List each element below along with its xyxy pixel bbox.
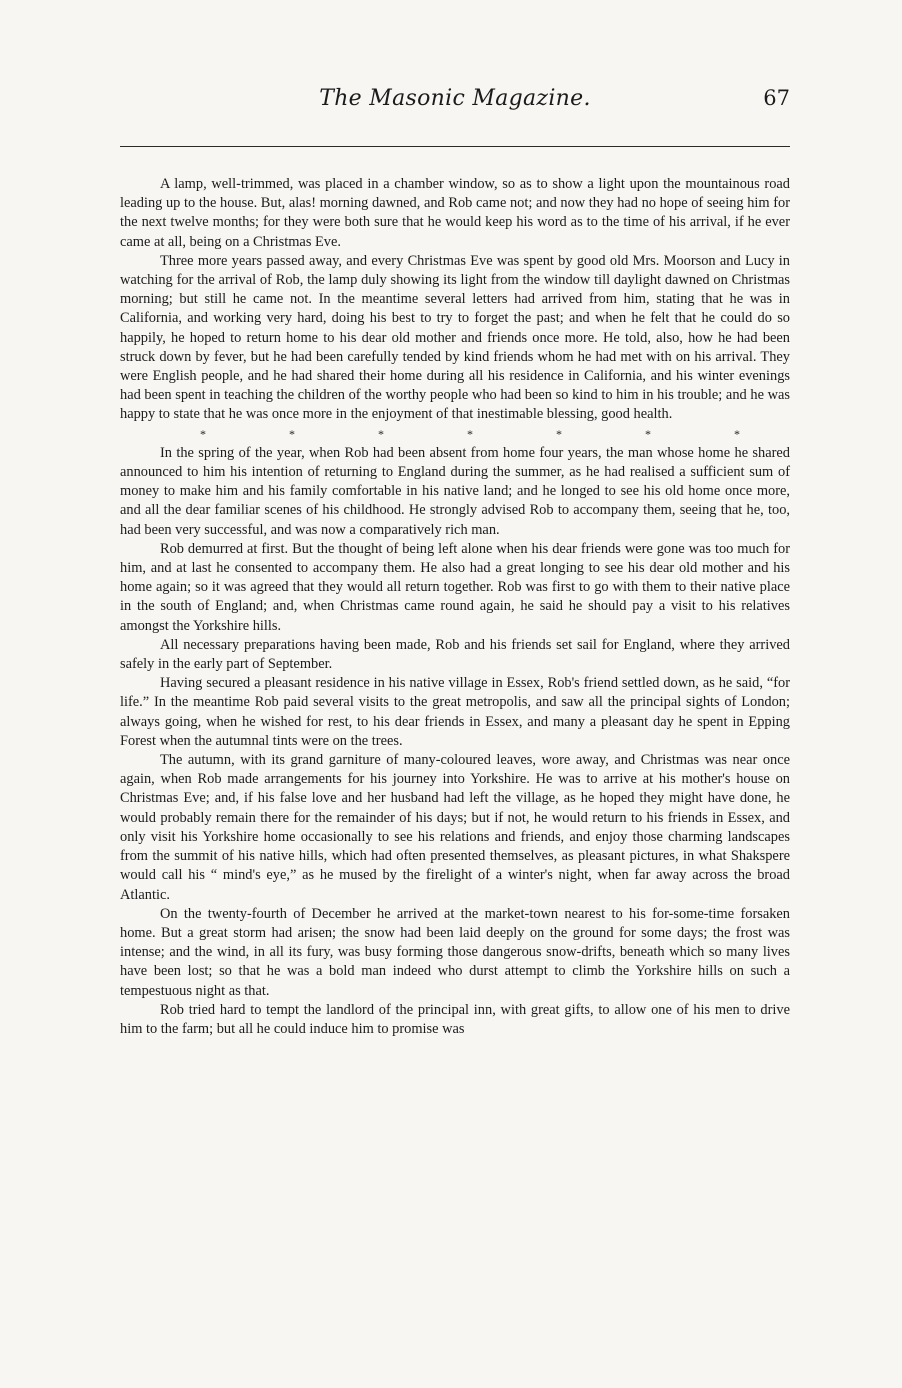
asterisk: * [734, 426, 740, 441]
asterisk: * [645, 426, 651, 441]
paragraph: In the spring of the year, when Rob had been absent from home four years, the man whose home he shared announced to him his intention of returning to England during the summer, as he had realised a sufficient sum of money to make him and his family comfortable in his native land; and he longed to see his old home once more, and all the dear familiar scenes of his childhood. He strongly advised Rob to accompany them, seeing that he, too, had been very successful, and was now a comparatively rich man. [120, 444, 790, 538]
paragraph: On the twenty-fourth of December he arrived at the market-town nearest to his for-some-time forsaken home. But a great storm had arisen; the snow had been laid deeply on the ground for some days; the frost was intense; and the wind, in all its fury, was busy forming those dangerous snow-drifts, beneath which so many lives have been lost; so that he was a bold man indeed who durst attempt to climb the Yorkshire hills on such a tempestuous night as that. [120, 905, 790, 999]
page-header [120, 86, 790, 118]
article-body [120, 175, 790, 1039]
paragraph: All necessary preparations having been made, Rob and his friends set sail for England, where they arrived safely in the early part of September. [120, 636, 790, 673]
asterisk: * [200, 426, 206, 441]
paragraph: The autumn, with its grand garniture of many-coloured leaves, wore away, and Christmas was near once again, when Rob made arrangements for his journey into Yorkshire. He was to arrive at his mother's house on Christmas Eve; and, if his false love and her husband had left the village, as he hoped they might have done, he would probably remain there for the remainder of his days; but if not, he would return to his friends in Essex, and only visit his Yorkshire home occasionally to see his relations and friends, and enjoy those charming landscapes from the summit of his native hills, which had often presented themselves, as pleasant pictures, in what Shakspere would call his “ mind's eye,” as he mused by the firelight of a winter's night, when far away across the broad Atlantic. [120, 752, 790, 903]
paragraph: A lamp, well-trimmed, was placed in a chamber window, so as to show a light upon the mountainous road leading up to the house. But, alas! morning dawned, and Rob came not; and now they had no hope of seeing him for the next twelve months; for they were both sure that he would keep his word as to the time of his arrival, if he ever came at all, being on a Christmas Eve. [120, 176, 790, 250]
asterisk: * [378, 426, 384, 441]
page-number: 67 [763, 86, 790, 110]
section-break-asterisks [120, 425, 790, 444]
paragraph: Three more years passed away, and every Christmas Eve was spent by good old Mrs. Moorson and Lucy in watching for the arrival of Rob, the lamp duly showing its light from the window till daylight dawned on Christmas morning; but still he came not. In the meantime several letters had arrived from him, stating that he was in California, and working very hard, doing his best to try to forget the past; and when he felt that he could do so happily, he hoped to return home to his dear old mother and friends once more. He told, also, how he had been struck down by fever, but he had been carefully tended by kind friends whom he had met with on his arrival. They were English people, and he had shared their home during all his residence in California, and his winter evenings had been spent in teaching the children of the worthy people who had been so kind to him in his trouble; and he was happy to state that he was once more in the enjoyment of that inestimable blessing, good health. [120, 252, 790, 423]
paragraph: Rob demurred at first. But the thought of being left alone when his dear friends were gone was too much for him, and at last he consented to accompany them. He also had a great longing to see his dear old mother and his home again; so it was agreed that they would all return together. Rob was first to go with them to their native place in the south of England; and, when Christmas came round again, he said he should pay a visit to his relatives amongst the Yorkshire hills. [120, 540, 790, 634]
paragraph: Rob tried hard to tempt the landlord of the principal inn, with great gifts, to allow one of his men to drive him to the farm; but all he could induce him to promise was [120, 1001, 790, 1037]
header-rule [120, 146, 790, 147]
asterisk: * [289, 426, 295, 441]
asterisk: * [467, 426, 473, 441]
running-title: The Masonic Magazine. [319, 86, 591, 111]
paragraph: Having secured a pleasant residence in his native village in Essex, Rob's friend settled down, as he said, “for life.” In the meantime Rob paid several visits to the great metropolis, and saw all the principal sights of London; always going, when he wished for rest, to his dear friends in Essex, and many a pleasant day he spent in Epping Forest when the autumnal tints were on the trees. [120, 675, 790, 749]
asterisk: * [556, 426, 562, 441]
